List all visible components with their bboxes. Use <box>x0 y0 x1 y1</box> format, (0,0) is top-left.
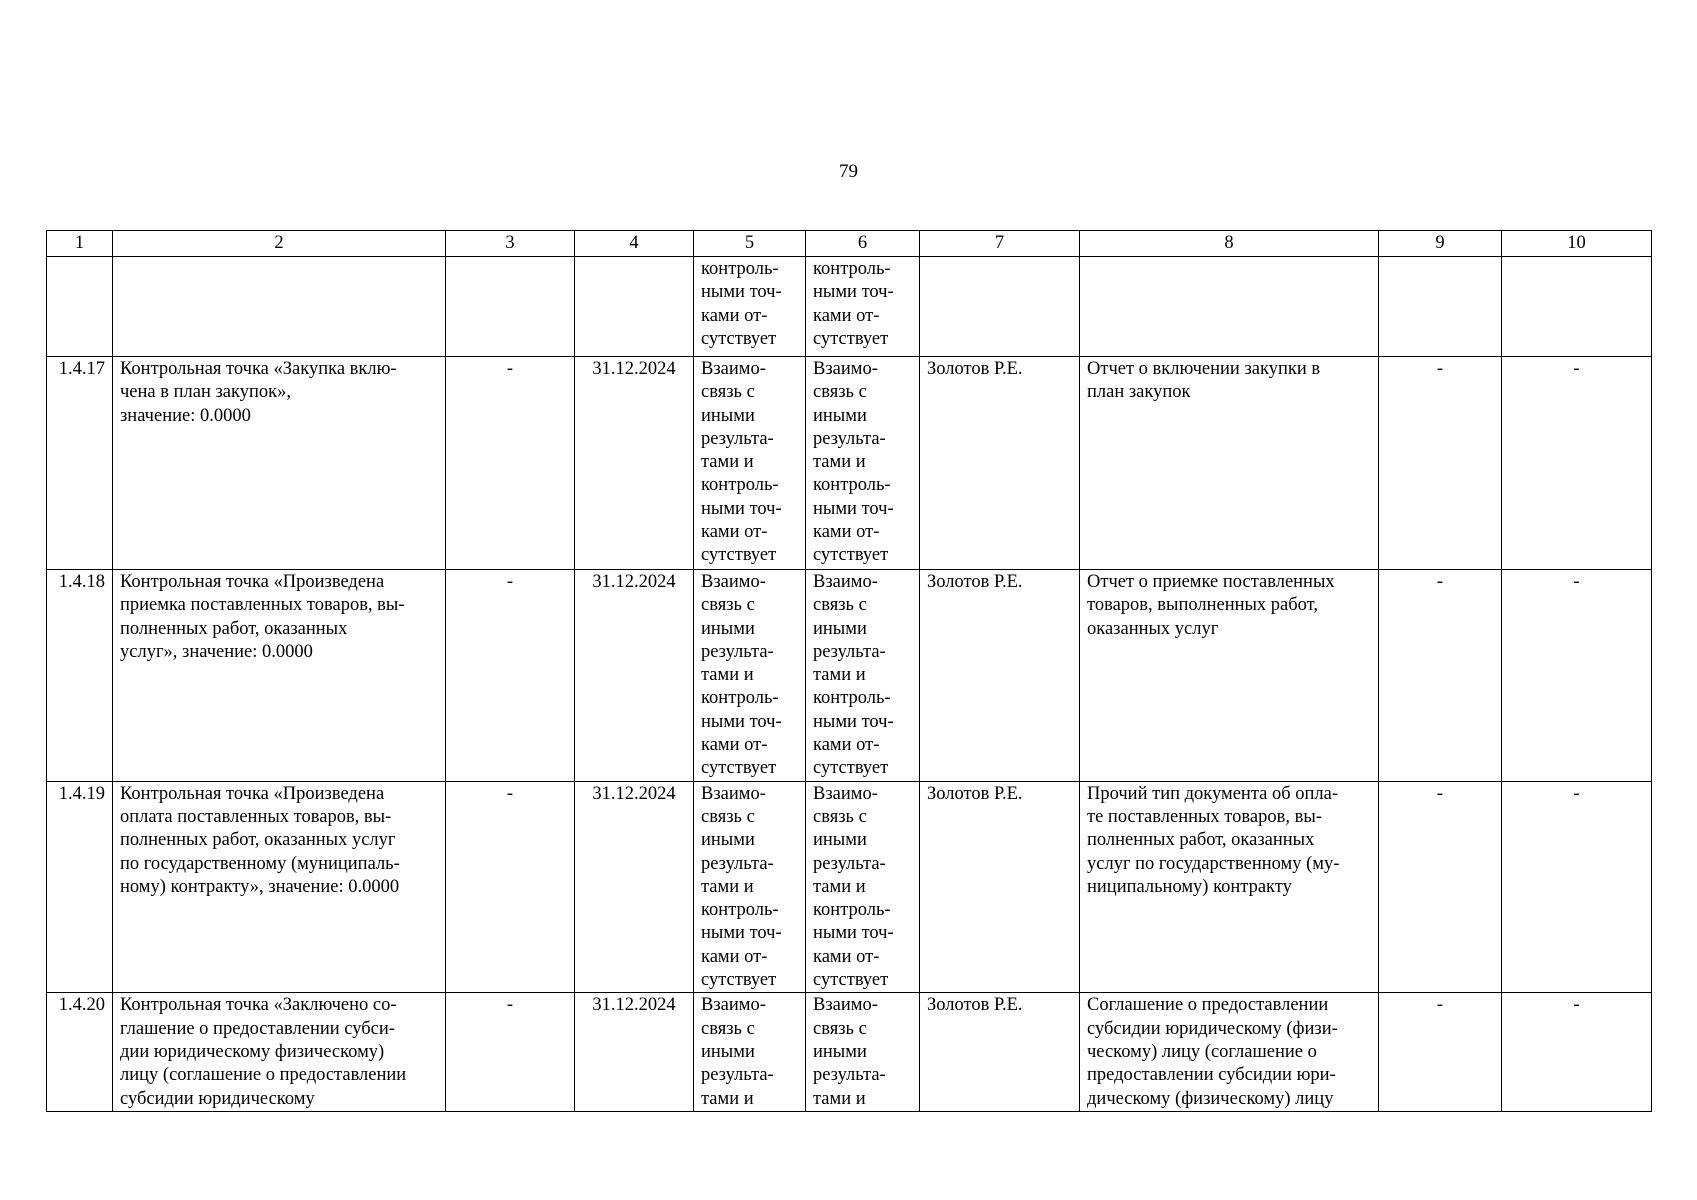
responsible-cell: Золотов Р.Е. <box>920 570 1080 782</box>
empty-cell <box>1379 257 1502 357</box>
column-header: 5 <box>694 231 806 257</box>
control-point-name-cell: Контрольная точка «Произведена приемка поставленных товаров, вы- полненных работ, оказанных услуг», значение: 0.0000 <box>113 570 446 782</box>
date-cell: 31.12.2024 <box>575 570 694 782</box>
value-cell: - <box>446 570 575 782</box>
date-cell: 31.12.2024 <box>575 357 694 570</box>
row-number-cell: 1.4.18 <box>47 570 113 782</box>
responsible-cell: Золотов Р.Е. <box>920 357 1080 570</box>
document-cell: Соглашение о предоставлении субсидии юридическому (физи- ческому) лицу (соглашение о предоставлении субсидии юри- дическому (физическому) лицу <box>1080 993 1379 1111</box>
relation-cell: Взаимо- связь с иными результа- тами и контроль- ными точ- ками от- сутствует <box>806 357 920 570</box>
relation-cell: Взаимо- связь с иными результа- тами и <box>806 993 920 1111</box>
value-cell: - <box>1379 570 1502 782</box>
date-cell: 31.12.2024 <box>575 781 694 993</box>
relation-cell: Взаимо- связь с иными результа- тами и <box>694 993 806 1111</box>
row-number-cell: 1.4.20 <box>47 993 113 1111</box>
column-header: 10 <box>1502 231 1652 257</box>
empty-cell <box>1080 257 1379 357</box>
table-row <box>47 357 1652 570</box>
relation-cell: Взаимо- связь с иными результа- тами и контроль- ными точ- ками от- сутствует <box>694 781 806 993</box>
row-number-cell: 1.4.19 <box>47 781 113 993</box>
value-cell: - <box>446 993 575 1111</box>
relation-cell: контроль- ными точ- ками от- сутствует <box>694 257 806 357</box>
value-cell: - <box>1502 570 1652 782</box>
column-header: 9 <box>1379 231 1502 257</box>
column-header: 4 <box>575 231 694 257</box>
relation-cell: Взаимо- связь с иными результа- тами и контроль- ными точ- ками от- сутствует <box>806 570 920 782</box>
value-cell: - <box>1379 781 1502 993</box>
column-header: 7 <box>920 231 1080 257</box>
plan-table <box>46 230 1652 1112</box>
control-point-name-cell: Контрольная точка «Произведена оплата поставленных товаров, вы- полненных работ, оказанных услуг по государственному (муниципаль- ному) контракту», значение: 0.0000 <box>113 781 446 993</box>
date-cell: 31.12.2024 <box>575 993 694 1111</box>
value-cell: - <box>1379 993 1502 1111</box>
table-row <box>47 781 1652 993</box>
table-row <box>47 570 1652 782</box>
column-header: 2 <box>113 231 446 257</box>
empty-cell <box>47 257 113 357</box>
responsible-cell: Золотов Р.Е. <box>920 781 1080 993</box>
value-cell: - <box>1502 357 1652 570</box>
empty-cell <box>1502 257 1652 357</box>
empty-cell <box>920 257 1080 357</box>
page-number: 79 <box>839 161 858 182</box>
document-cell: Отчет о включении закупки в план закупок <box>1080 357 1379 570</box>
value-cell: - <box>446 357 575 570</box>
column-header: 3 <box>446 231 575 257</box>
empty-cell <box>113 257 446 357</box>
document-cell: Отчет о приемке поставленных товаров, выполненных работ, оказанных услуг <box>1080 570 1379 782</box>
value-cell: - <box>1379 357 1502 570</box>
relation-cell: Взаимо- связь с иными результа- тами и контроль- ными точ- ками от- сутствует <box>806 781 920 993</box>
table-header-row <box>47 231 1652 257</box>
empty-cell <box>575 257 694 357</box>
empty-cell <box>446 257 575 357</box>
value-cell: - <box>1502 993 1652 1111</box>
relation-cell: контроль- ными точ- ками от- сутствует <box>806 257 920 357</box>
control-point-name-cell: Контрольная точка «Заключено со- глашение о предоставлении субси- дии юридическому физическому) лицу (соглашение о предоставлении субсидии юридическому <box>113 993 446 1111</box>
relation-cell: Взаимо- связь с иными результа- тами и контроль- ными точ- ками от- сутствует <box>694 357 806 570</box>
column-header: 6 <box>806 231 920 257</box>
value-cell: - <box>446 781 575 993</box>
responsible-cell: Золотов Р.Е. <box>920 993 1080 1111</box>
table-row <box>47 993 1652 1111</box>
table-row-continuation <box>47 257 1652 357</box>
document-cell: Прочий тип документа об опла- те поставленных товаров, вы- полненных работ, оказанных услуг по государственному (му- ниципальному) контракту <box>1080 781 1379 993</box>
relation-cell: Взаимо- связь с иными результа- тами и контроль- ными точ- ками от- сутствует <box>694 570 806 782</box>
row-number-cell: 1.4.17 <box>47 357 113 570</box>
value-cell: - <box>1502 781 1652 993</box>
column-header: 8 <box>1080 231 1379 257</box>
control-point-name-cell: Контрольная точка «Закупка вклю- чена в план закупок», значение: 0.0000 <box>113 357 446 570</box>
column-header: 1 <box>47 231 113 257</box>
